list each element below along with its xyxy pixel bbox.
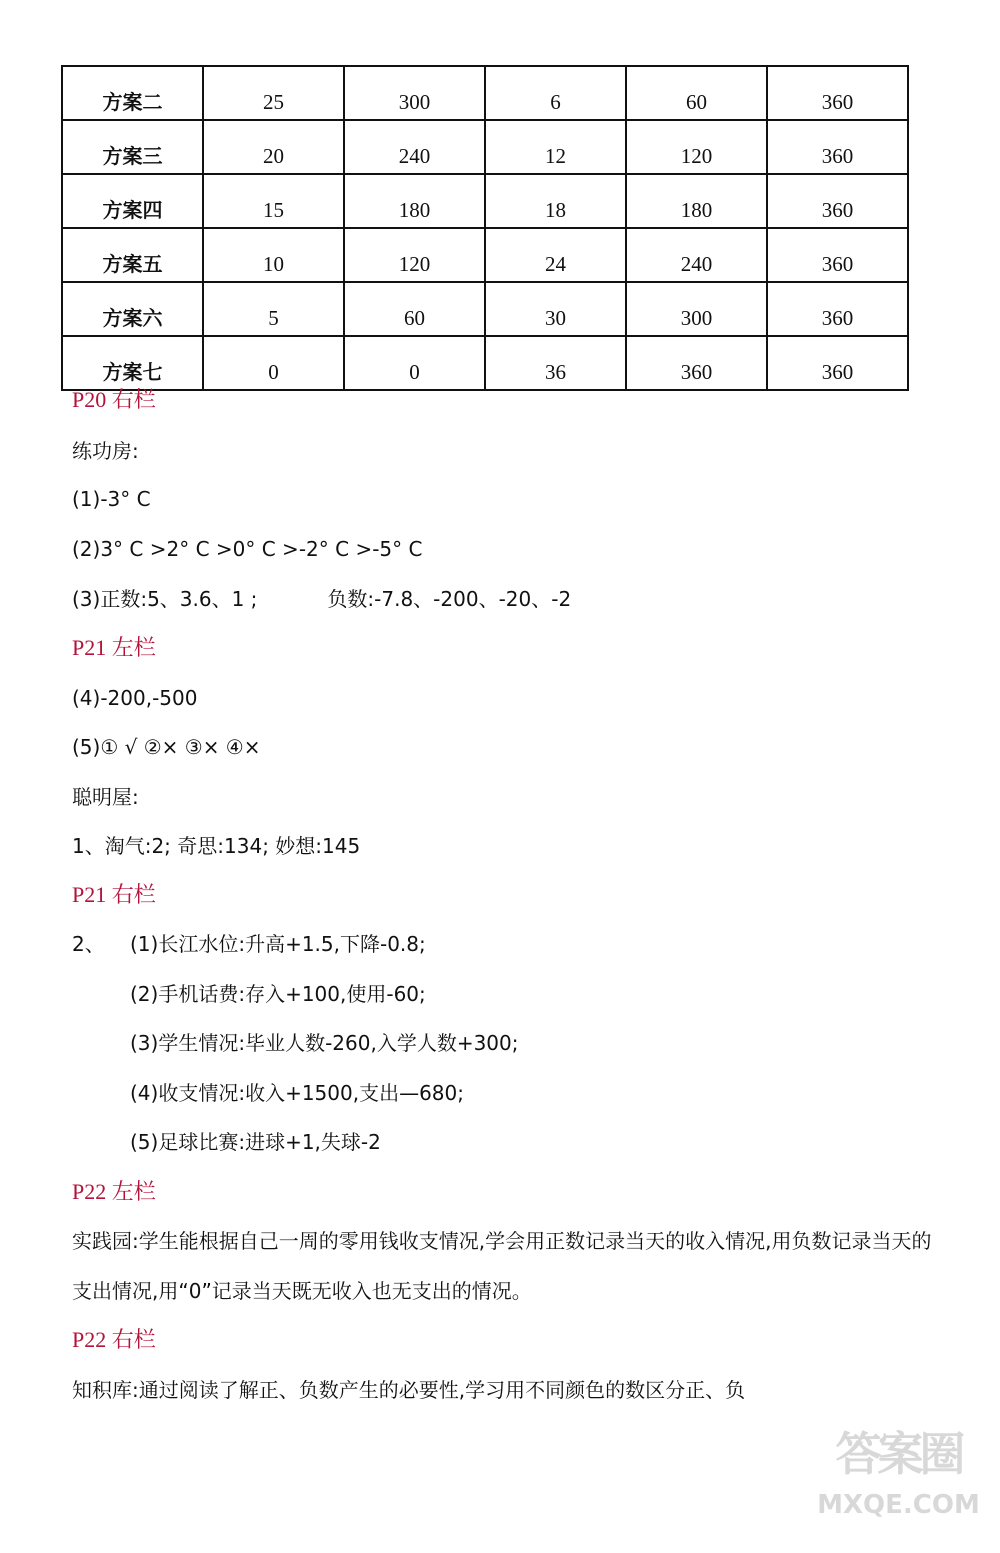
table-cell: 12 bbox=[485, 120, 626, 174]
answer-line: (2)3° C >2° C >0° C >-2° C >-5° C bbox=[72, 537, 423, 561]
table-row bbox=[62, 120, 908, 174]
table-cell: 120 bbox=[626, 120, 767, 174]
table-cell: 360 bbox=[767, 336, 908, 390]
answer-line: (5)足球比赛:进球+1,失球-2 bbox=[130, 1130, 381, 1154]
row-label: 方案四 bbox=[62, 174, 203, 228]
table-cell: 0 bbox=[203, 336, 344, 390]
plan-table bbox=[61, 65, 909, 391]
table-cell: 6 bbox=[485, 66, 626, 120]
table-cell: 180 bbox=[626, 174, 767, 228]
positive-numbers: (3)正数:5、3.6、1 ; bbox=[72, 587, 258, 611]
table-cell: 10 bbox=[203, 228, 344, 282]
table-cell: 120 bbox=[344, 228, 485, 282]
answer-line: (3)学生情况:毕业人数-260,入学人数+300; bbox=[130, 1031, 519, 1055]
answer-line: (2)手机话费:存入+100,使用-60; bbox=[130, 982, 426, 1006]
answer-line: 1、淘气:2; 奇思:134; 妙想:145 bbox=[72, 834, 361, 858]
watermark-glyphs: 答案圈 bbox=[835, 1427, 962, 1481]
table-cell: 360 bbox=[767, 282, 908, 336]
table-cell: 360 bbox=[767, 120, 908, 174]
section-label-smart-house: 聪明屋: bbox=[72, 785, 139, 809]
table-cell: 24 bbox=[485, 228, 626, 282]
row-label: 方案二 bbox=[62, 66, 203, 120]
row-label: 方案七 bbox=[62, 336, 203, 390]
negative-numbers: 负数:-7.8、-200、-20、-2 bbox=[327, 587, 572, 611]
section-heading-p20-right: P20 右栏 bbox=[72, 387, 156, 412]
table-cell: 180 bbox=[344, 174, 485, 228]
watermark-url: MXQE.COM bbox=[817, 1490, 980, 1520]
answer-line: (5)① √ ②× ③× ④× bbox=[72, 735, 261, 759]
table-row bbox=[62, 66, 908, 120]
row-label: 方案六 bbox=[62, 282, 203, 336]
section-heading-p22-right: P22 右栏 bbox=[72, 1327, 156, 1352]
row-label: 方案三 bbox=[62, 120, 203, 174]
section-heading-p21-left: P21 左栏 bbox=[72, 635, 156, 660]
table-cell: 30 bbox=[485, 282, 626, 336]
table-cell: 360 bbox=[767, 66, 908, 120]
table-row bbox=[62, 282, 908, 336]
section-label-practice: 练功房: bbox=[72, 439, 139, 463]
table-cell: 60 bbox=[626, 66, 767, 120]
row-label: 方案五 bbox=[62, 228, 203, 282]
item-prefix: 2、 bbox=[72, 932, 105, 956]
table-cell: 25 bbox=[203, 66, 344, 120]
table-cell: 360 bbox=[767, 228, 908, 282]
answer-line bbox=[72, 584, 571, 614]
table-row bbox=[62, 174, 908, 228]
section-heading-p21-right: P21 右栏 bbox=[72, 882, 156, 907]
table-cell: 36 bbox=[485, 336, 626, 390]
knowledge-paragraph: 知积库:通过阅读了解正、负数产生的必要性,学习用不同颜色的数区分正、负 bbox=[72, 1378, 746, 1402]
table-cell: 240 bbox=[626, 228, 767, 282]
answer-line: (1)长江水位:升高+1.5,下降-0.8; bbox=[130, 932, 426, 956]
table-cell: 18 bbox=[485, 174, 626, 228]
table-cell: 360 bbox=[626, 336, 767, 390]
table-cell: 360 bbox=[767, 174, 908, 228]
table-cell: 15 bbox=[203, 174, 344, 228]
table-cell: 300 bbox=[344, 66, 485, 120]
watermark-logo bbox=[811, 1418, 986, 1543]
table-cell: 240 bbox=[344, 120, 485, 174]
table-cell: 60 bbox=[344, 282, 485, 336]
section-heading-p22-left: P22 左栏 bbox=[72, 1179, 156, 1204]
table-row bbox=[62, 336, 908, 390]
table-cell: 20 bbox=[203, 120, 344, 174]
answer-line: (4)收支情况:收入+1500,支出—680; bbox=[130, 1081, 464, 1105]
answer-line: (4)-200,-500 bbox=[72, 686, 198, 710]
answer-line: (1)-3° C bbox=[72, 487, 151, 511]
table-cell: 300 bbox=[626, 282, 767, 336]
table-row bbox=[62, 228, 908, 282]
table-cell: 0 bbox=[344, 336, 485, 390]
practice-paragraph: 实践园:学生能根据自己一周的零用钱收支情况,学会用正数记录当天的收入情况,用负数记录当天的支出情况,用“0”记录当天既无收入也无支出的情况。 bbox=[72, 1229, 932, 1303]
table-cell: 5 bbox=[203, 282, 344, 336]
